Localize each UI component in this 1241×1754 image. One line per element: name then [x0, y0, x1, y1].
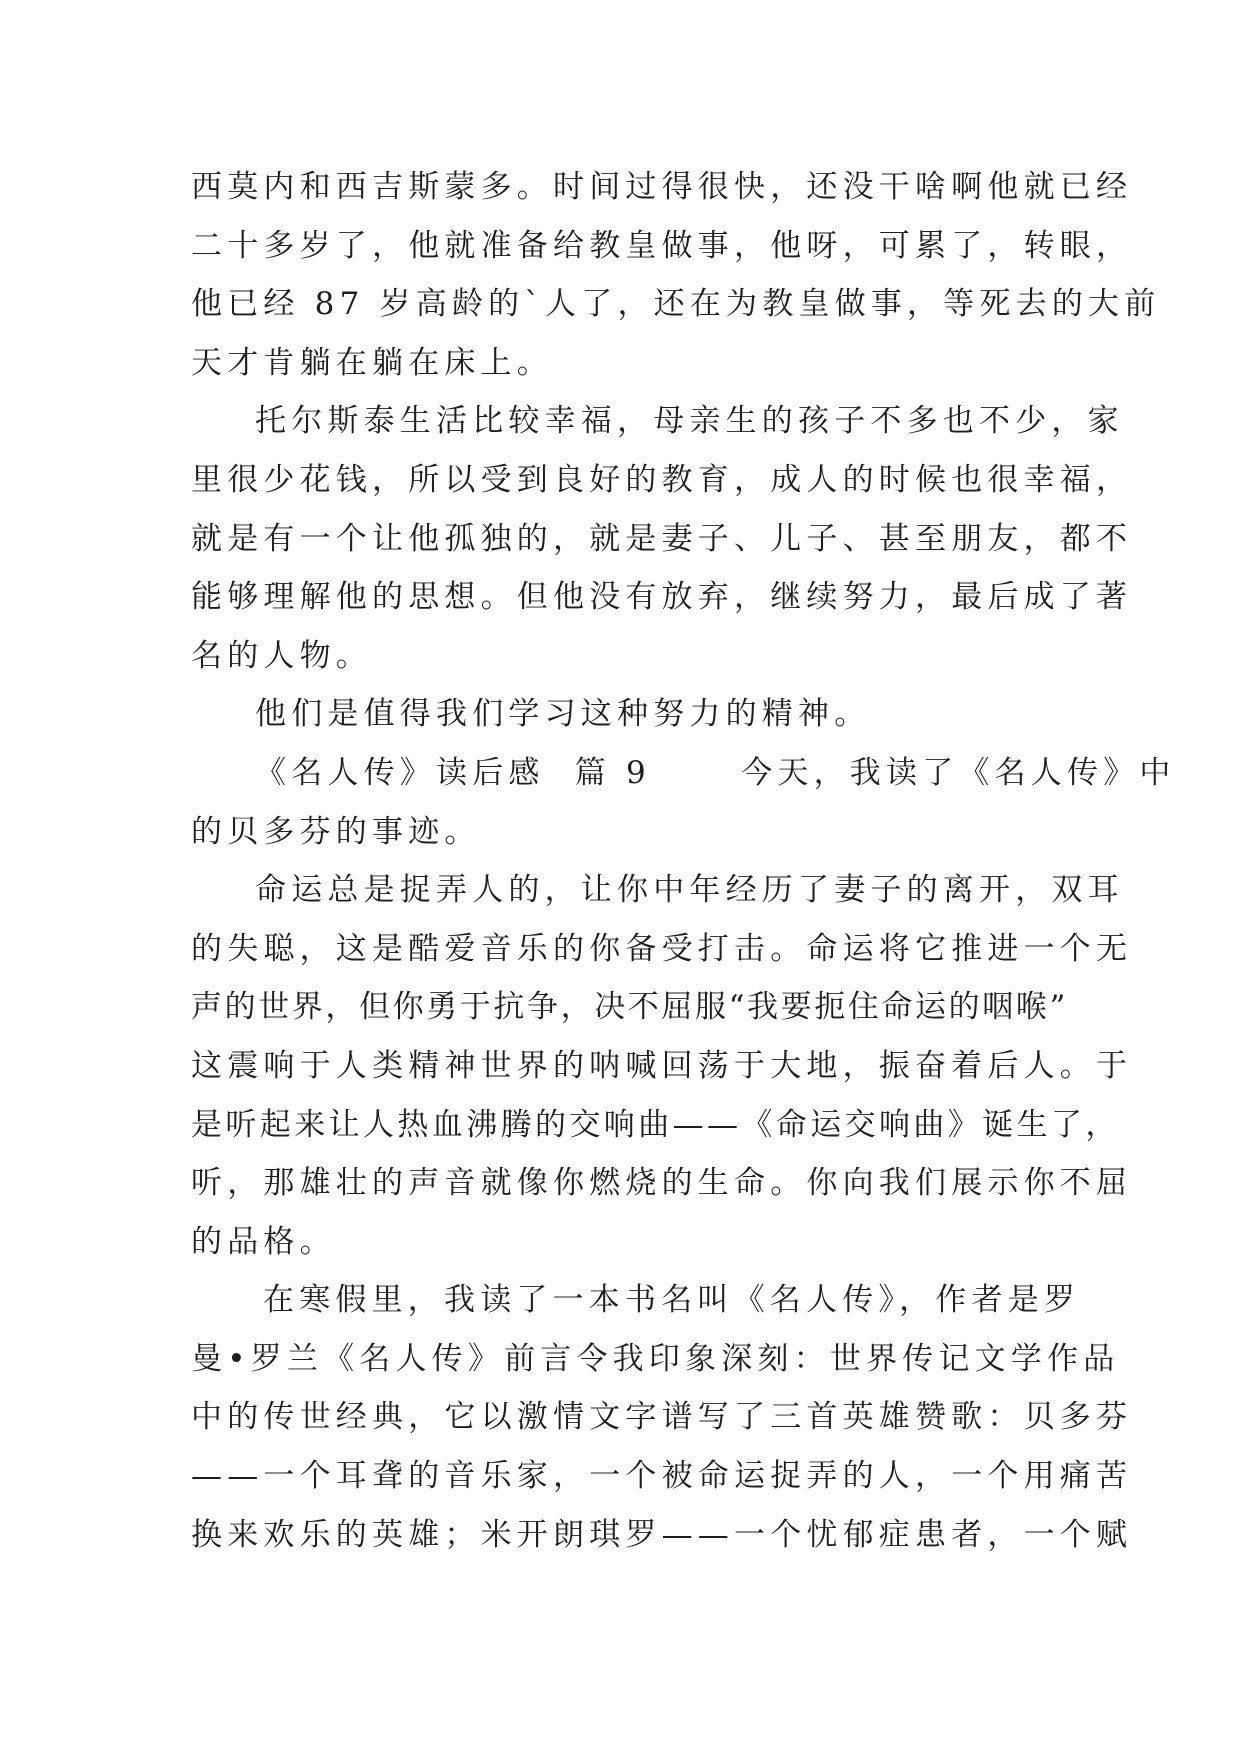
- text-line: 听，那雄壮的声音就像你燃烧的生命。你向我们展示你不屈: [191, 1165, 1133, 1202]
- text-line: 声的世界，但你勇于抗争，决不屈服“我要扼住命运的咽喉”: [191, 989, 1068, 1026]
- text-line: 他已经 87 岁高龄的`人了，还在为教皇做事，等死去的大前: [191, 286, 1161, 323]
- text-line: 中的传世经典，它以激情文字谱写了三首英雄赞歌：贝多芬: [191, 1399, 1133, 1436]
- text-line: ——一个耳聋的音乐家，一个被命运捉弄的人，一个用痛苦: [191, 1458, 1133, 1495]
- text-line: 的失聪，这是酷爱音乐的你备受打击。命运将它推进一个无: [191, 930, 1133, 967]
- body-text: [191, 158, 1176, 1564]
- text-line: 就是有一个让他孤独的，就是妻子、儿子、甚至朋友，都不: [191, 520, 1133, 557]
- text-line: 能够理解他的思想。但他没有放弃，继续努力，最后成了著: [191, 579, 1133, 616]
- text-line: 曼•罗兰《名人传》前言令我印象深刻：世界传记文学作品: [191, 1340, 1120, 1377]
- text-line: 西莫内和西吉斯蒙多。时间过得很快，还没干啥啊他就已经: [191, 169, 1133, 205]
- text-line: 的贝多芬的事迹。: [191, 813, 481, 850]
- text-line: 《名人传》读后感 篇 9 今天，我读了《名人传》中: [255, 754, 1176, 791]
- text-line: 是听起来让人热血沸腾的交响曲——《命运交响曲》诞生了，: [191, 1106, 1120, 1143]
- text-line: 换来欢乐的英雄；米开朗琪罗——一个忧郁症患者，一个赋: [191, 1516, 1133, 1553]
- text-line: 名的人物。: [191, 637, 372, 674]
- text-line: 命运总是捉弄人的，让你中年经历了妻子的离开，双耳: [255, 872, 1124, 909]
- text-line: 在寒假里，我读了一本书名叫《名人传》，作者是罗: [263, 1282, 1081, 1319]
- text-line: 二十多岁了，他就准备给教皇做事，他呀，可累了，转眼，: [191, 227, 1133, 264]
- text-line: 的品格。: [191, 1223, 336, 1260]
- text-line: 他们是值得我们学习这种努力的精神。: [255, 696, 871, 733]
- text-line: 这震响于人类精神世界的呐喊回荡于大地，振奋着后人。于: [191, 1047, 1133, 1084]
- text-line: 里很少花钱，所以受到良好的教育，成人的时候也很幸福，: [191, 461, 1133, 498]
- text-line: 天才肯躺在躺在床上。: [191, 344, 553, 381]
- text-line: 托尔斯泰生活比较幸福，母亲生的孩子不多也不少，家: [255, 403, 1124, 440]
